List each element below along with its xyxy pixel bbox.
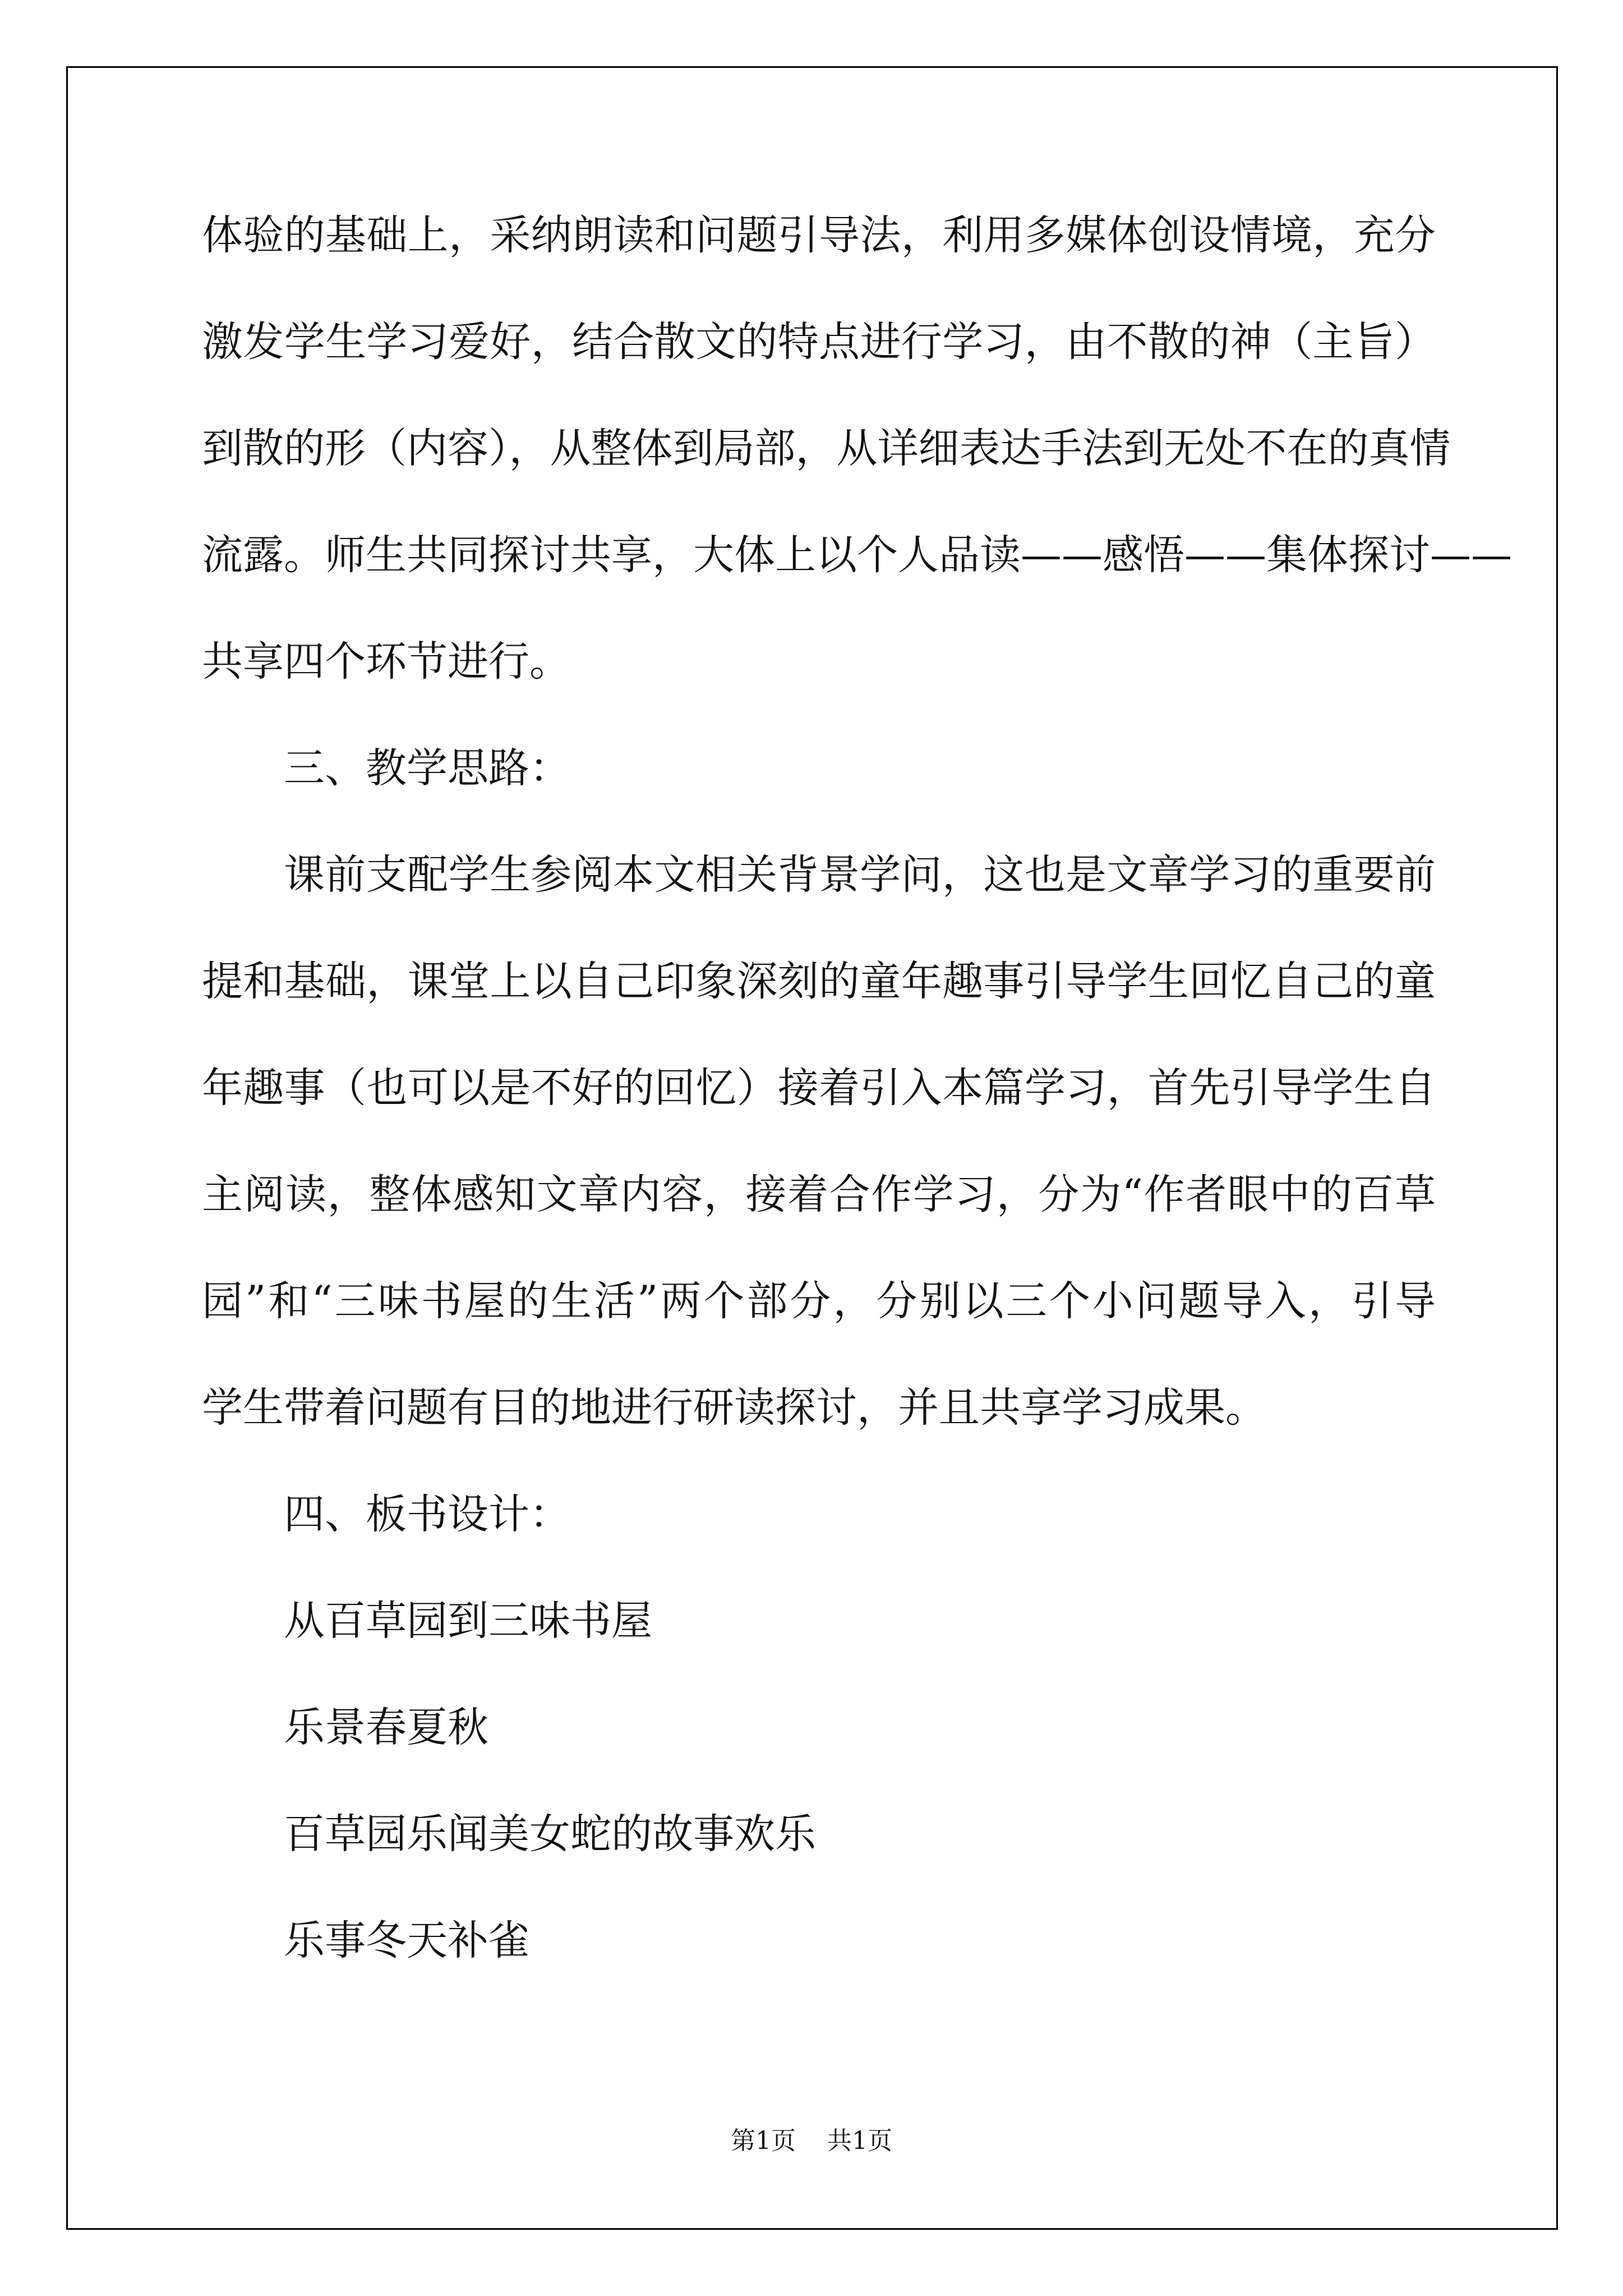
board-line-2: 乐景春夏秋 — [284, 1704, 488, 1751]
board-line-1: 从百草园到三味书屋 — [284, 1597, 652, 1645]
page-footer — [0, 2120, 1623, 2156]
paragraph-1-line-1: 体验的基础上，采纳朗读和问题引导法，利用多媒体创设情境，充分 — [202, 211, 1436, 259]
page-number: 第1页 — [731, 2127, 796, 2155]
paragraph-2-line-1: 课前支配学生参阅本文相关背景学问，这也是文章学习的重要前 — [284, 851, 1436, 899]
paragraph-2-line-6: 学生带着问题有目的地进行研读探讨，并且共享学习成果。 — [202, 1384, 1266, 1432]
section-heading-4: 四、板书设计： — [284, 1490, 570, 1538]
paragraph-1-line-5: 共享四个环节进行。 — [202, 638, 570, 685]
paragraph-2-line-5: 园”和“三味书屋的生活”两个部分，分别以三个小问题导入，引导 — [202, 1277, 1436, 1325]
paragraph-2-line-2: 提和基础，课堂上以自己印象深刻的童年趣事引导学生回忆自己的童 — [202, 958, 1436, 1005]
page-border — [66, 66, 1558, 2230]
page-total: 共1页 — [827, 2127, 892, 2155]
section-heading-3: 三、教学思路： — [284, 744, 570, 792]
paragraph-2-line-4: 主阅读，整体感知文章内容，接着合作学习，分为“作者眼中的百草 — [202, 1171, 1436, 1218]
paragraph-1-line-4: 流露。师生共同探讨共享，大体上以个人品读——感悟——集体探讨—— — [202, 531, 1512, 579]
board-line-3: 百草园乐闻美女蛇的故事欢乐 — [284, 1810, 816, 1858]
board-line-4: 乐事冬天补雀 — [284, 1917, 529, 1964]
paragraph-1-line-2: 激发学生学习爱好，结合散文的特点进行学习，由不散的神（主旨） — [202, 318, 1436, 366]
paragraph-1-line-3: 到散的形（内容），从整体到局部，从详细表达手法到无处不在的真情 — [202, 425, 1451, 472]
paragraph-2-line-3: 年趣事（也可以是不好的回忆）接着引入本篇学习，首先引导学生自 — [202, 1064, 1436, 1112]
